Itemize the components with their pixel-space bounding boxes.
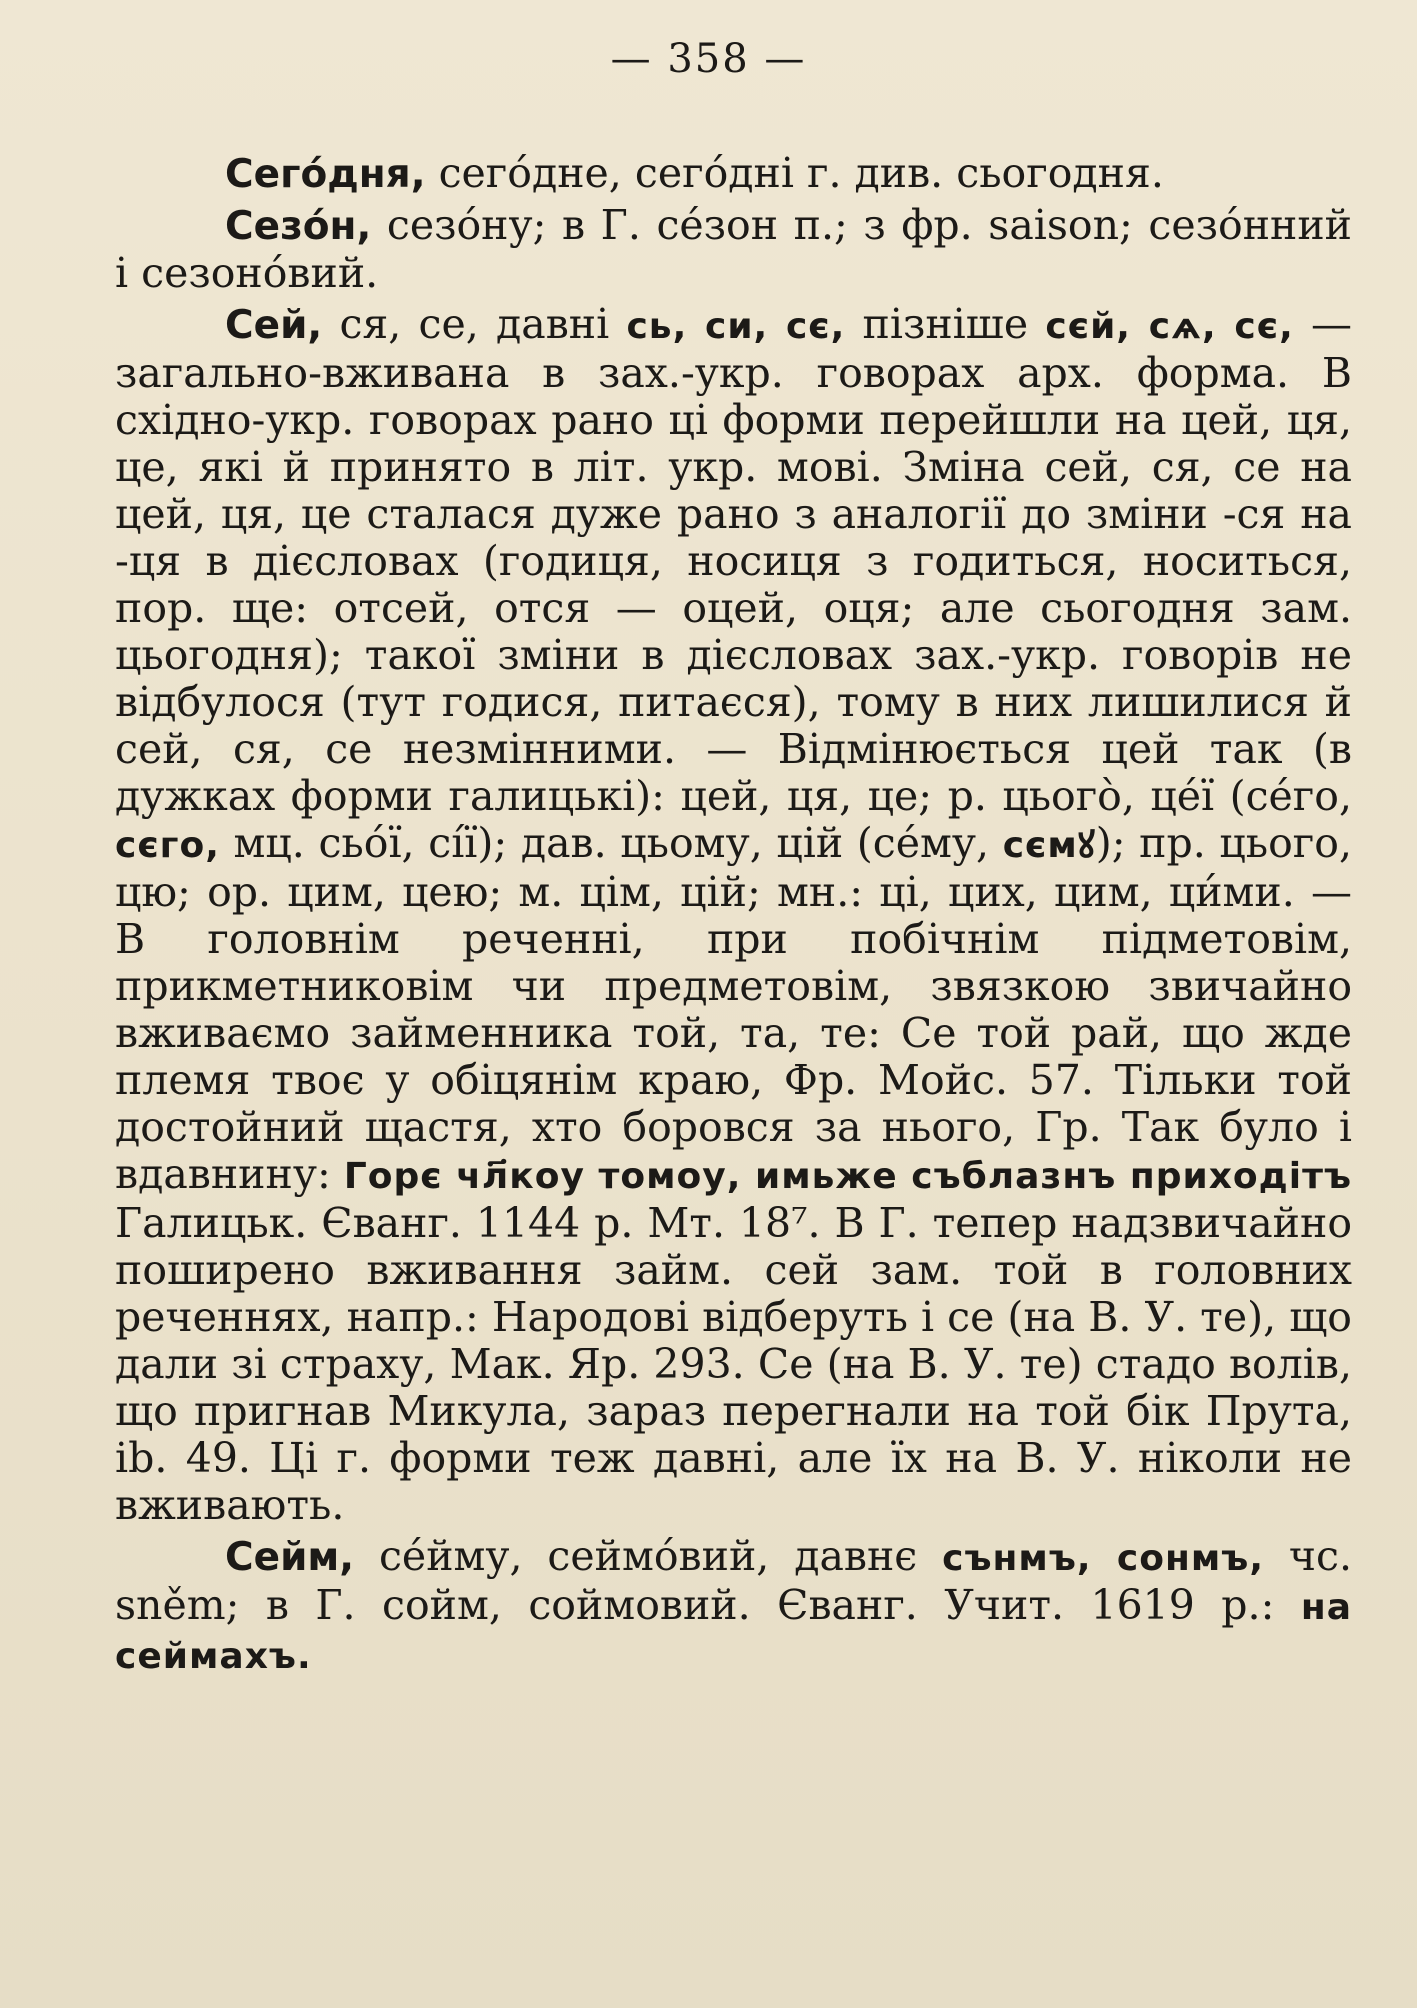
old-form: сь, си, сє, — [626, 306, 846, 347]
old-form: сънмъ, сонмъ, — [942, 1538, 1265, 1579]
headword: Сезо́н, — [225, 204, 372, 249]
entry-segodnya: Сего́дня, сего́дне, сего́дні г. див. сьогодня. — [225, 149, 1164, 197]
old-form: на сеймахъ. — [115, 1587, 1352, 1677]
entry-sezon: Сезо́н, сезо́ну; в Г. се́зон п.; з фр. saison; сезо́нний і сезоно́вий. — [115, 201, 1352, 297]
dictionary-text — [115, 150, 1352, 1684]
old-form: сєй, сѧ, сє, — [1045, 306, 1294, 347]
old-form: сєго, — [115, 825, 220, 866]
headword: Сейм, — [225, 1535, 355, 1580]
page-number: — 358 — — [610, 36, 807, 82]
old-form: сємꙋ — [1002, 825, 1096, 866]
entry-seim: Сейм, се́йму, сеймо́вий, давнє сънмъ, сонмъ, чс. sněm; в Г. сойм, соймовий. Єванг. Учит. 1619 р.: на сеймахъ. — [115, 1532, 1352, 1677]
headword: Сего́дня, — [225, 152, 426, 197]
entry-sei: Сей, ся, се, давні сь, си, сє, пізніше сєй, сѧ, сє, — загально-вживана в зах.-укр. говорах арх. форма. В східно-укр. говорах рано ці форми перейшли на цей, ця, це, які й принято в літ. укр. мові. Зміна сей, ся, се на цей, ця, це сталася дуже рано з аналогії до зміни -ся на -ця в дієсловах (годиця, носиця з годиться, носиться, пор. ще: отсей, отся — оцей, оця; але сьогодня зам. цьогодня); такої зміни в дієсловах зах.-укр. говорів не відбулося (тут годися, питаєся), тому в них лишилися й сей, ся, се незмінними. — Відмінюється цей так (в дужках форми галицькі): цей, ця, це; р. цього̀, це́ї (се́го, сєго, мц. сьо́ї, сі́ї); дав. цьому, цій (се́му, сємꙋ); пр. цього, цю; ор. цим, цею; м. цім, цій; мн.: ці, цих, цим, ци́ми. — В головнім реченні, при побічнім підметовім, прикметниковім чи предметовім, звязкою звичайно вживаємо займенника той, та, те: Се той рай, що жде племя твоє у обіцянім краю, Фр. Мойс. 57. Тільки той достойний щастя, хто боровся за нього, Гр. Так було і вдавнину: Горє чл҃коу томоу, имьже съблазнъ приходітъ Галицьк. Єванг. 1144 р. Мт. 18⁷. В Г. тепер надзвичайно поширено вживання займ. сей зам. той в головних реченнях, напр.: Народові відберуть і се (на В. У. те), що дали зі страху, Мак. Яр. 293. Се (на В. У. те) стадо волів, що пригнав Микула, зараз перегнали на той бік Прута, ib. 49. Ці г. форми теж давні, але їх на В. У. ніколи не вживають. — [115, 300, 1352, 1529]
headword: Сей, — [225, 303, 323, 348]
old-quote: Горє чл҃коу томоу, имьже съблазнъ приходітъ — [343, 1156, 1352, 1197]
